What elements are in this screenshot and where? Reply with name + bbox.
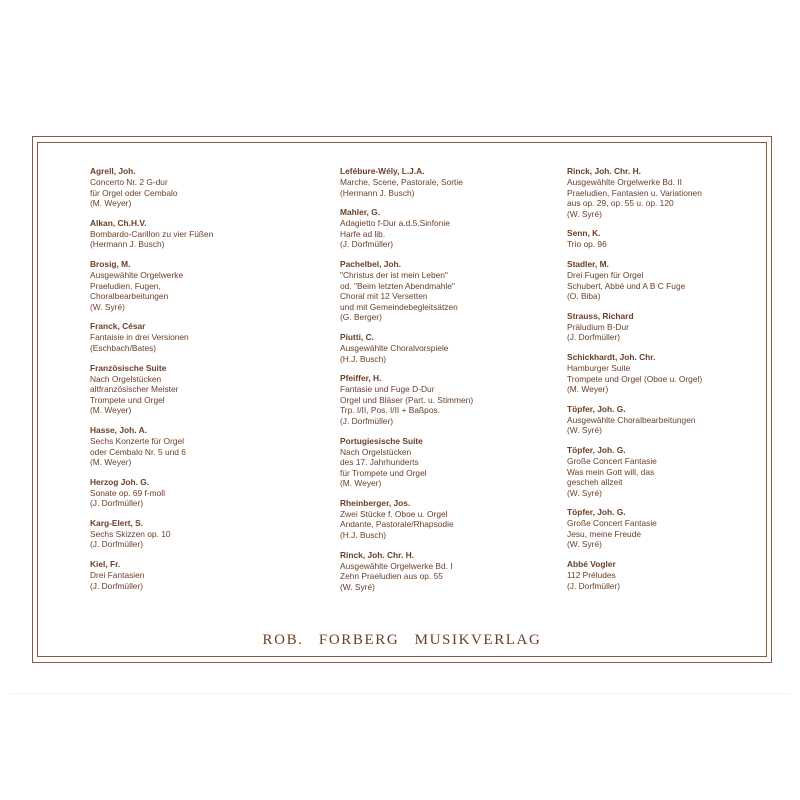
catalog-entry xyxy=(90,218,305,250)
entry-line: Bombardo-Carillon zu vier Füßen xyxy=(90,228,214,239)
entry-line: gescheh allzeit xyxy=(567,477,623,488)
catalog-column-3 xyxy=(567,166,782,600)
catalog-entry xyxy=(90,259,305,312)
entry-line: des 17. Jahrhunderts xyxy=(340,457,419,468)
entry-line: Ausgewählte Orgelwerke Bd. I xyxy=(340,560,453,571)
entry-line: oder Cembalo Nr. 5 und 6 xyxy=(90,446,186,457)
entry-line: (J. Dorfmüller) xyxy=(90,580,144,591)
entry-line: Ausgewählte Orgelwerke Bd. II xyxy=(567,177,682,187)
composer-name: Töpfer, Joh. G. xyxy=(567,444,626,455)
catalog-entry xyxy=(567,445,782,498)
entry-line: "Christus der ist mein Leben" xyxy=(340,269,448,280)
composer-name: Pfeiffer, H. xyxy=(340,373,382,384)
catalog-entry xyxy=(90,518,305,550)
entry-line: Fantasie und Fuge D-Dur xyxy=(340,384,435,395)
entry-line: (W. Syré) xyxy=(567,539,602,550)
entry-line: Drei Fugen für Orgel xyxy=(567,269,644,280)
entry-line: Praeludien, Fantasien u. Variationen xyxy=(567,187,702,198)
composer-name: Senn, K. xyxy=(567,228,601,239)
entry-line: Trompete und Orgel (Oboe u. Orgel) xyxy=(567,373,703,384)
catalog-entry xyxy=(340,498,555,541)
entry-line: für Orgel oder Cembalo xyxy=(90,187,178,198)
catalog-entry xyxy=(567,507,782,550)
composer-name: Französische Suite xyxy=(90,362,167,373)
publisher-word: MUSIKVERLAG xyxy=(414,632,542,648)
entry-line: altfranzösischer Meister xyxy=(90,384,179,395)
entry-line: (J. Dorfmüller) xyxy=(340,239,394,250)
catalog-entry xyxy=(567,228,782,250)
composer-name: Brosig, M. xyxy=(90,258,131,269)
catalog-column-1 xyxy=(90,166,305,600)
composer-name: Strauss, Richard xyxy=(567,310,634,321)
composer-name: Rheinberger, Jos. xyxy=(340,497,411,508)
entry-line: Choral mit 12 Versetten xyxy=(340,291,428,302)
entry-line: (J. Dorfmüller) xyxy=(340,415,394,426)
entry-line: Praeludien, Fugen, xyxy=(90,280,161,291)
entry-line: Andante, Pastorale/Rhapsodie xyxy=(340,519,454,530)
composer-name: Karg-Elert, S. xyxy=(90,517,144,528)
entry-line: Hamburger Suite xyxy=(567,362,631,373)
entry-line: Harfe ad lib. xyxy=(340,228,386,239)
entry-line: Trompete und Orgel xyxy=(90,394,165,405)
composer-name: Alkan, Ch.H.V. xyxy=(90,217,147,228)
entry-line: 112 Préludes xyxy=(567,570,616,581)
entry-line: (H.J. Busch) xyxy=(340,353,387,364)
entry-line: Präludium B-Dur xyxy=(567,321,629,332)
catalog-entry xyxy=(340,373,555,426)
catalog-entry xyxy=(340,436,555,489)
entry-line: Zehn Praeludien aus op. 55 xyxy=(340,571,443,582)
entry-line: Was mein Gott will, das xyxy=(567,466,655,477)
entry-line: Adagietto f-Dur a.d.5.Sinfonie xyxy=(340,218,450,229)
fold-line xyxy=(10,693,790,694)
composer-name: Piutti, C. xyxy=(340,331,374,342)
entry-line: Concerto Nr. 2 G-dur xyxy=(90,177,168,187)
catalog-entry xyxy=(567,166,782,219)
entry-line: (J. Dorfmüller) xyxy=(90,539,144,550)
entry-line: Orgel und Bläser (Part. u. Stimmen) xyxy=(340,394,474,405)
entry-line: (Hermann J. Busch) xyxy=(90,239,165,250)
catalog-column-2 xyxy=(340,166,555,601)
catalog-entry xyxy=(340,207,555,250)
entry-line: Trp. I/II, Pos. I/II + Baßpos. xyxy=(340,405,440,416)
catalog-entry xyxy=(567,259,782,302)
catalog-entry xyxy=(90,166,305,209)
entry-line: Ausgewählte Choralbearbeitungen xyxy=(567,414,696,425)
composer-name: Mahler, G. xyxy=(340,207,381,218)
composer-name: Lefébure-Wély, L.J.A. xyxy=(340,166,425,176)
entry-line: Sechs Konzerte für Orgel xyxy=(90,435,185,446)
entry-line: (M. Weyer) xyxy=(567,384,609,395)
composer-name: Kiel, Fr. xyxy=(90,559,121,570)
catalog-entry xyxy=(567,404,782,436)
publisher-word: FORBERG xyxy=(318,632,400,648)
entry-line: (W. Syré) xyxy=(340,581,375,592)
catalog-entry xyxy=(340,166,555,198)
catalog-entry xyxy=(90,425,305,468)
entry-line: und mit Gemeindebegleitsätzen xyxy=(340,301,458,312)
entry-line: (M. Weyer) xyxy=(90,198,132,209)
composer-name: Pachelbel, Joh. xyxy=(340,258,401,269)
entry-line: (W. Syré) xyxy=(90,301,125,312)
entry-line: od. "Beim letzten Abendmahle" xyxy=(340,280,455,291)
publisher-word: ROB. xyxy=(262,632,304,648)
entry-line: Trio op. 96 xyxy=(567,239,607,250)
entry-line: Große Concert Fantasie xyxy=(567,518,657,529)
catalog-entry xyxy=(90,363,305,416)
composer-name: Agrell, Joh. xyxy=(90,166,136,176)
entry-line: (M. Weyer) xyxy=(340,478,382,489)
entry-line: Choralbearbeitungen xyxy=(90,291,169,302)
entry-line: Nach Orgelstücken xyxy=(90,373,162,384)
entry-line: (Eschbach/Bates) xyxy=(90,342,157,353)
catalog-entry xyxy=(90,477,305,509)
entry-line: Sechs Skizzen op. 10 xyxy=(90,528,171,539)
composer-name: Herzog Joh. G. xyxy=(90,476,150,487)
catalog-entry xyxy=(567,311,782,343)
entry-line: Sonate op. 69 f-moll xyxy=(90,487,165,498)
catalog-entry xyxy=(340,550,555,593)
entry-line: (M. Weyer) xyxy=(90,457,132,468)
composer-name: Portugiesische Suite xyxy=(340,435,423,446)
publisher-name xyxy=(37,632,767,649)
entry-line: für Trompete und Orgel xyxy=(340,467,427,478)
entry-line: Marche, Scene, Pastorale, Sortie xyxy=(340,177,463,187)
composer-name: Schickhardt, Joh. Chr. xyxy=(567,351,656,362)
entry-line: Jesu, meine Freude xyxy=(567,528,642,539)
entry-line: (Hermann J. Busch) xyxy=(340,187,415,198)
entry-line: (G. Berger) xyxy=(340,312,382,323)
entry-line: Nach Orgelstücken xyxy=(340,446,412,457)
entry-line: (O. Biba) xyxy=(567,291,601,302)
entry-line: (J. Dorfmüller) xyxy=(90,498,144,509)
entry-line: (H.J. Busch) xyxy=(340,530,387,541)
catalog-entry xyxy=(567,559,782,591)
composer-name: Hasse, Joh. A. xyxy=(90,424,147,435)
entry-line: (M. Weyer) xyxy=(90,405,132,416)
composer-name: Rinck, Joh. Chr. H. xyxy=(567,166,641,176)
catalog-entry xyxy=(90,321,305,353)
entry-line: Ausgewählte Choralvorspiele xyxy=(340,342,449,353)
entry-line: aus op. 29, op. 55 u. op. 120 xyxy=(567,198,674,209)
entry-line: Zwei Stücke f. Oboe u. Orgel xyxy=(340,508,448,519)
catalog-entry xyxy=(340,259,555,323)
entry-line: (W. Syré) xyxy=(567,425,602,436)
composer-name: Töpfer, Joh. G. xyxy=(567,507,626,518)
composer-name: Abbé Vogler xyxy=(567,559,616,570)
composer-name: Stadler, M. xyxy=(567,258,609,269)
entry-line: Große Concert Fantasie xyxy=(567,455,657,466)
catalog-entry xyxy=(340,332,555,364)
entry-line: (J. Dorfmüller) xyxy=(567,332,621,343)
entry-line: Ausgewählte Orgelwerke xyxy=(90,269,184,280)
entry-line: Schubert, Abbé und A B C Fuge xyxy=(567,280,686,291)
entry-line: (J. Dorfmüller) xyxy=(567,580,621,591)
composer-name: Töpfer, Joh. G. xyxy=(567,403,626,414)
entry-line: Drei Fantasien xyxy=(90,570,145,581)
entry-line: (W. Syré) xyxy=(567,208,602,219)
entry-line: Fantaisie in drei Versionen xyxy=(90,332,189,343)
catalog-entry xyxy=(567,352,782,395)
entry-line: (W. Syré) xyxy=(567,487,602,498)
composer-name: Franck, César xyxy=(90,321,146,332)
composer-name: Rinck, Joh. Chr. H. xyxy=(340,549,414,560)
catalog-entry xyxy=(90,559,305,591)
